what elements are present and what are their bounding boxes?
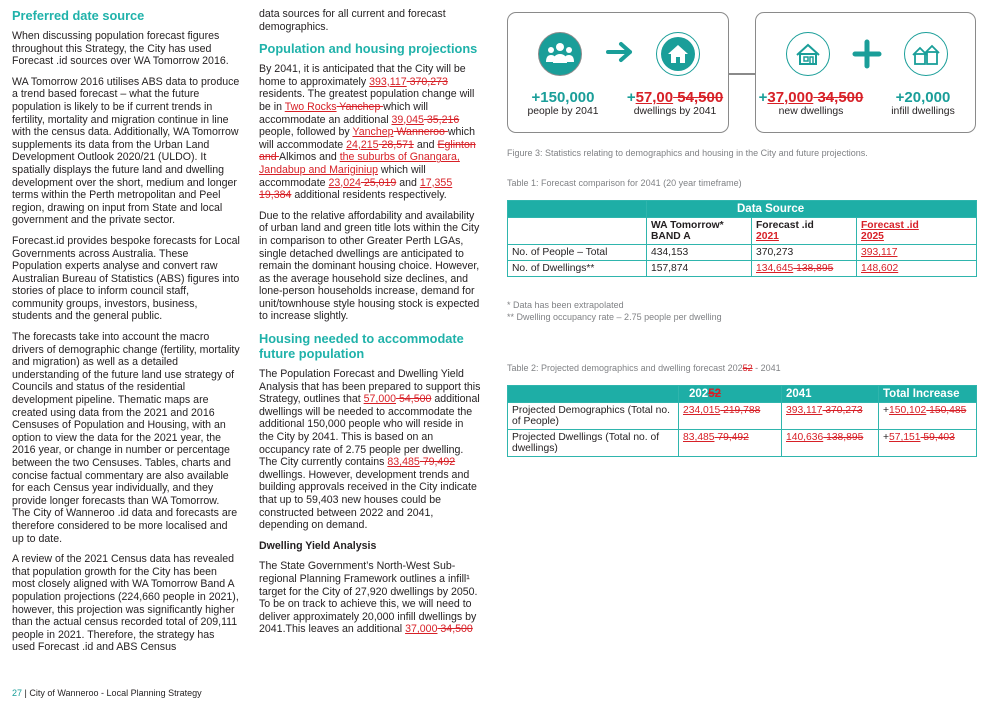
paragraph: The forecasts take into account the macro drivers of demographic change (fertility, mortality and migration) as well as a detailed understanding of the future land use strategy of Councils and status of the residential development pipeline. Thematic maps are created using data from the 2021 and 2016 Censuses of Population and Housing, with an option to view the data for the 2021 year, the 2016 year, or change in number or percentage between the two Censuses. Tables, charts and concise factual commentary are also available for each Census year individually, and they provide longer forecasts than WA Tomorrow. The City of Wanneroo .id data and forecasts are therefore considered to be more localised and up to date. <box>12 331 240 545</box>
house-icon <box>656 32 700 76</box>
table-row: Projected Dwellings (Total no. of dwellings) 83,485 79,492 140,636 138,895 +57,151 59,403 <box>508 430 977 457</box>
col-forecast-2021: Forecast .id 2021 <box>752 218 857 245</box>
table1-note: ** Dwelling occupancy rate – 2.75 people per dwelling <box>507 312 722 322</box>
paragraph: data sources for all current and forecast demographics. <box>259 8 446 33</box>
paragraph-projections: By 2041, it is anticipated that the City will be home to approximately 393,117 370,273 residents. The greatest population change will be in Two Rocks Yanchep which will accommodate an additional 39,045 35,216 people, followed by Yanchep Wanneroo which will accommodate 24,215 28,571 and Eglinton and Alkimos and the suburbs of Gnangara, Jandabup and Mariginiup which will accommodate 23,024 25,019 and 17,355 19,384 additional residents respectively. <box>259 63 476 202</box>
stat-new-dwellings: +37,000 34,500 new dwellings <box>758 89 864 117</box>
table1-caption: Table 1: Forecast comparison for 2041 (20 year timeframe) <box>507 178 742 188</box>
table1 <box>507 200 977 277</box>
paragraph: Forecast.id provides bespoke forecasts for Local Governments across Australia. These Population experts analyse and convert raw Australian Bureau of Statistics (ABS) figures into stories of place to inform council staff, community groups, investors, business, students and the general public. <box>12 234 240 323</box>
stat-people: +150,000 people by 2041 <box>527 89 599 117</box>
col-total-increase: Total Increase <box>879 386 977 403</box>
arrow-right-icon <box>606 41 634 68</box>
table-row: No. of People – Total 434,153 370,273 393,117 <box>508 245 977 261</box>
infographic-box-right <box>755 12 976 133</box>
table2-caption: Table 2: Projected demographics and dwelling forecast 20252 - 2041 <box>507 363 781 373</box>
col-2025: 20252 <box>679 386 782 403</box>
figure-caption: Figure 3: Statistics relating to demographics and housing in the City and future projections. <box>507 148 868 158</box>
stat-dwellings: +57,00 54,500 dwellings by 2041 <box>626 89 724 117</box>
paragraph: A review of the 2021 Census data has revealed that population growth for the City has been most closely aligned with WA Tomorrow Band A population projections (224,660 people in 2021), however, this projection was significantly higher than the actual census recorded total of 209,111 people in 2021. Therefore, the strategy has used Forecast .id and ABS Census <box>12 553 239 654</box>
column-middle <box>259 8 481 644</box>
table2 <box>507 385 977 457</box>
heading-preferred-data-source: Preferred date source <box>12 8 145 23</box>
table-row: No. of Dwellings** 157,874 134,645 138,895 148,602 <box>508 261 977 277</box>
paragraph: Due to the relative affordability and availability of urban land and green title lots within the City in comparison to other Greater Perth LGAs, single detached dwellings are anticipated to remain the dominant housing choice. However, as the average household size declines, and lone-person households increase, demand for unit/townhouse style housing stock is expected to increase slightly. <box>259 209 480 323</box>
page-footer: 27 | City of Wanneroo - Local Planning Strategy <box>12 688 202 698</box>
paragraph: WA Tomorrow 2016 utilises ABS data to produce a trend based forecast – what the future population is likely to be if current trends in fertility, mortality and migration continue in line with the census data. Additionally, WA Tomorrow supplements its data from the Urban Land Development Outlook 2020/21 (ULDO). It spatially displays the future land and dwelling development over the short, medium and longer terms within the Perth metropolitan and Peel region, drawing on input from State and local government and the private sector. <box>12 75 240 227</box>
new-house-icon <box>786 32 830 76</box>
connector-line <box>729 73 755 75</box>
col-2041: 2041 <box>782 386 879 403</box>
infill-houses-icon <box>904 32 948 76</box>
plus-icon <box>852 39 882 74</box>
heading-dwelling-yield: Dwelling Yield Analysis <box>259 539 377 552</box>
column-left <box>12 8 240 662</box>
table-row: Projected Demographics (Total no. of People) 234,015 219,788 393,117 370,273 +150,102 150,485 <box>508 403 977 430</box>
heading-housing-needed: Housing needed to accommodate future population <box>259 331 464 362</box>
col-forecast-2025: Forecast .id 2025 <box>857 218 977 245</box>
people-group-icon <box>538 32 582 76</box>
table1-note: * Data has been extrapolated <box>507 300 624 310</box>
paragraph-housing-needed: The Population Forecast and Dwelling Yield Analysis that has been prepared to support this Strategy, outlines that 57,000 54,500 additional dwellings will be needed to accommodate the additional 150,000 people who will reside in the City by 2041. This is based on an occupancy rate of 2.75 people per dwelling. The City currently contains 83,485 79,492 dwellings. However, development trends and building approvals received in the City indicate that up to 59,403 new houses could be constructed between 2022 and 2041, depending on demand. <box>259 368 481 532</box>
paragraph-dwelling-yield: The State Government’s North-West Sub-regional Planning Framework outlines a infill¹ target for the City of 27,920 dwellings by 2050. To be on track to achieve this, we will need to deliver approximately 20,000 infill dwellings by 2041.This leaves an additional 37,000 34,500 <box>259 560 478 636</box>
infographic-box-left <box>507 12 729 133</box>
stat-infill-dwellings: +20,000 infill dwellings <box>891 89 955 117</box>
paragraph: When discussing population forecast figures throughout this Strategy, the City has used Forecast .id sources over WA Tomorrow 2016. <box>12 30 229 68</box>
col-wa-tomorrow: WA Tomorrow* BAND A <box>647 218 752 245</box>
heading-population-projections: Population and housing projections <box>259 41 478 57</box>
table1-title: Data Source <box>647 201 977 218</box>
